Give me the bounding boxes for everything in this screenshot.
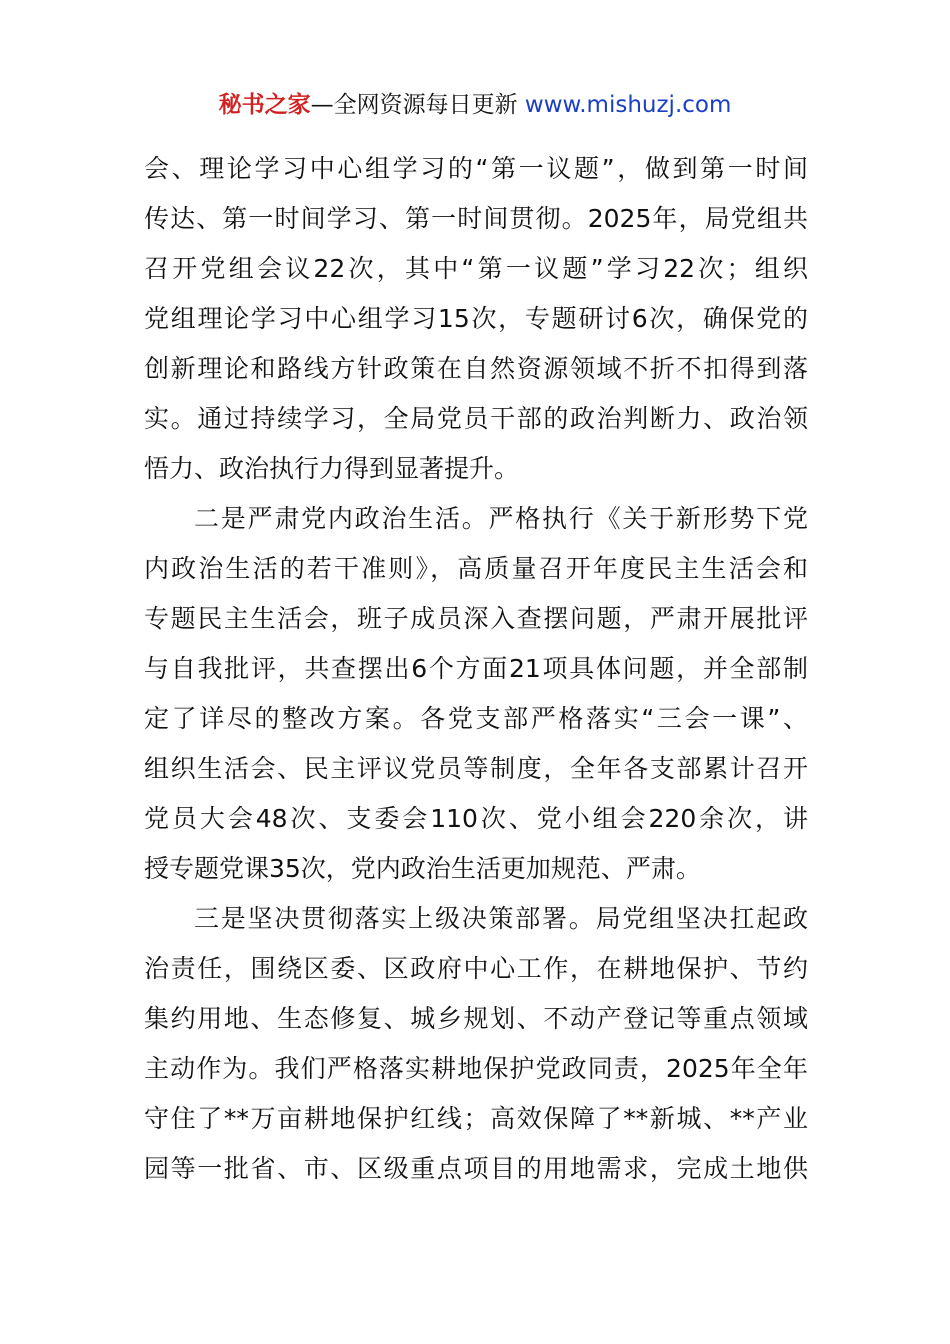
text-line: 集约用地、生态修复、城乡规划、不动产登记等重点领域: [144, 1004, 808, 1033]
text-line: 传达、第一时间学习、第一时间贯彻。2025年，局党组共: [144, 204, 808, 233]
document-body: [144, 144, 808, 1194]
paragraph-start-line: 三是坚决贯彻落实上级决策部署。局党组坚决扛起政: [194, 904, 808, 933]
site-tagline: —全网资源每日更新: [310, 92, 525, 118]
text-line: 与自我批评，共查摆出6个方面21项具体问题，并全部制: [144, 654, 808, 683]
text-line: 召开党组会议22次，其中“第一议题”学习22次；组织: [144, 254, 808, 283]
text-line: 内政治生活的若干准则》，高质量召开年度民主生活会和: [144, 554, 808, 583]
text-line: 组织生活会、民主评议党员等制度，全年各支部累计召开: [144, 754, 808, 783]
site-url-link[interactable]: www.mishuzj.com: [524, 92, 732, 118]
text-line: 定了详尽的整改方案。各党支部严格落实“三会一课”、: [144, 704, 808, 733]
text-line: 会、理论学习中心组学习的“第一议题”，做到第一时间: [144, 154, 808, 183]
text-line: 授专题党课35次，党内政治生活更加规范、严肃。: [144, 854, 701, 883]
paragraph-start-line: 二是严肃党内政治生活。严格执行《关于新形势下党: [194, 504, 808, 533]
brand-name: 秘书之家: [218, 92, 311, 118]
text-line: 悟力、政治执行力得到显著提升。: [144, 454, 520, 483]
text-line: 主动作为。我们严格落实耕地保护党政同责，2025年全年: [144, 1054, 808, 1083]
text-line: 治责任，围绕区委、区政府中心工作，在耕地保护、节约: [144, 954, 808, 983]
text-line: 园等一批省、市、区级重点项目的用地需求，完成土地供: [144, 1154, 808, 1183]
text-line: 创新理论和路线方针政策在自然资源领域不折不扣得到落: [144, 354, 808, 383]
text-line: 党员大会48次、支委会110次、党小组会220余次，讲: [144, 804, 808, 833]
text-line: 专题民主生活会，班子成员深入查摆问题，严肃开展批评: [144, 604, 808, 633]
site-header: [0, 88, 950, 122]
text-line: 党组理论学习中心组学习15次，专题研讨6次，确保党的: [144, 304, 808, 333]
text-line: 实。通过持续学习，全局党员干部的政治判断力、政治领: [144, 404, 808, 433]
text-line: 守住了**万亩耕地保护红线；高效保障了**新城、**产业: [144, 1104, 808, 1133]
